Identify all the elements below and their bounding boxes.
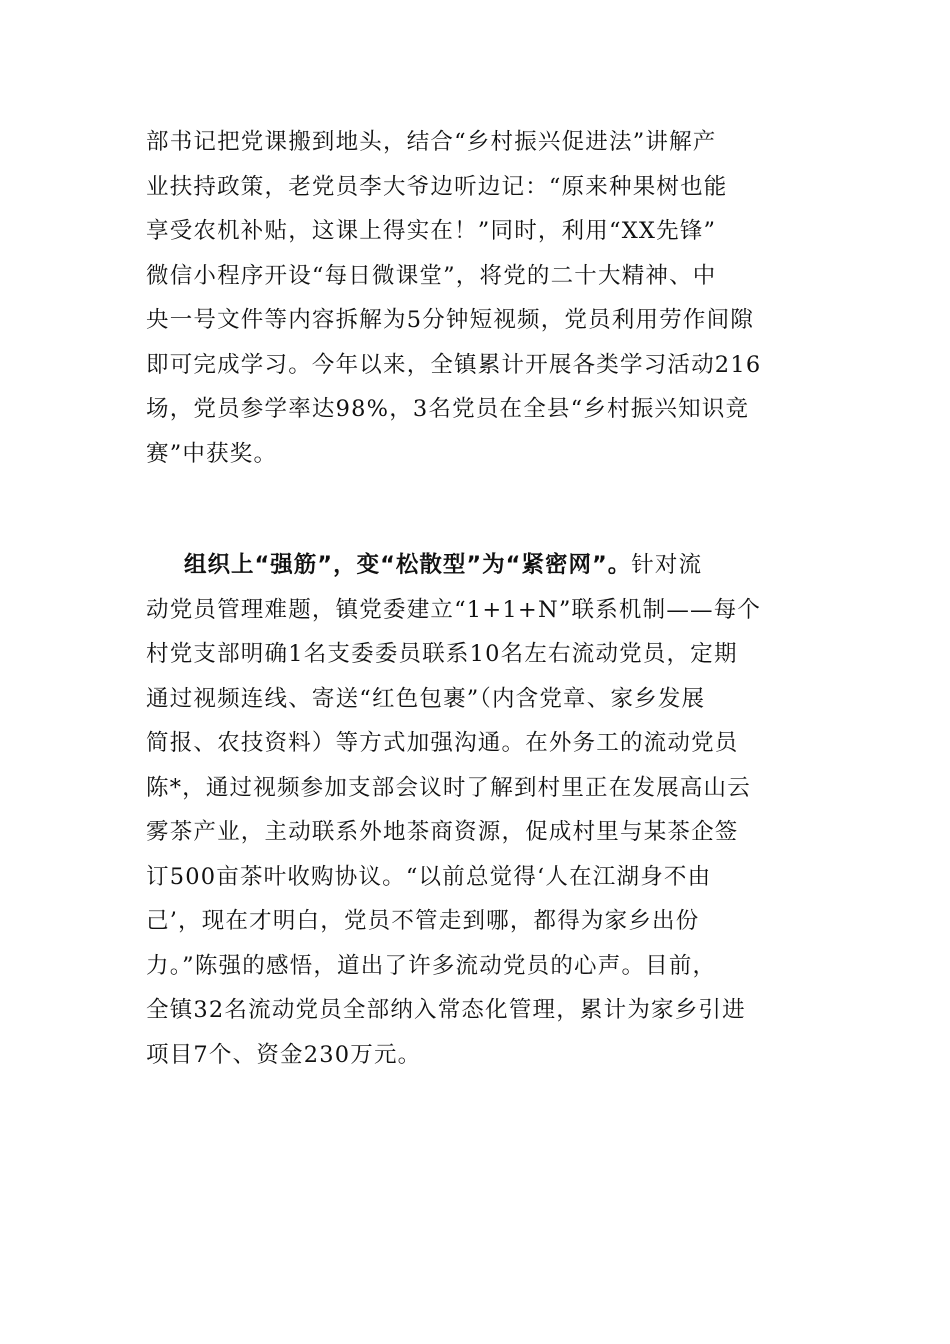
text-line: 村党支部明确1名支委委员联系10名左右流动党员，定期 <box>146 641 738 667</box>
text-line: 场，党员参学率达98%，3名党员在全县“乡村振兴知识竞 <box>146 396 750 422</box>
text-line: 通过视频连线、寄送“红色包裹”（内含党章、家乡发展 <box>146 686 706 712</box>
text-line: 央一号文件等内容拆解为5分钟短视频，党员利用劳作间隙 <box>146 307 755 333</box>
text-line: 己’，现在才明白，党员不管走到哪，都得为家乡出份 <box>146 908 700 934</box>
text-line: 全镇32名流动党员全部纳入常态化管理，累计为家乡引进 <box>146 997 746 1023</box>
text-line: 部书记把党课搬到地头，结合“乡村振兴促进法”讲解产 <box>146 129 717 155</box>
text-line: 雾茶产业，主动联系外地茶商资源，促成村里与某茶企签 <box>146 819 739 845</box>
text-line: 业扶持政策，老党员李大爷边听边记：“原来种果树也能 <box>146 174 728 200</box>
text-line: 赛”中获奖。 <box>146 441 278 467</box>
text-line: 即可完成学习。今年以来，全镇累计开展各类学习活动216 <box>146 352 762 378</box>
text-line: 动党员管理难题，镇党委建立“1+1+N”联系机制——每个 <box>146 597 762 623</box>
section-heading: 组织上“强筋”，变“松散型”为“紧密网”。 <box>184 552 632 578</box>
heading-continuation: 针对流 <box>631 552 703 578</box>
text-line: 力。”陈强的感悟，道出了许多流动党员的心声。目前， <box>146 953 717 979</box>
text-line: 简报、农技资料）等方式加强沟通。在外务工的流动党员 <box>146 730 739 756</box>
text-line: 项目7个、资金230万元。 <box>146 1042 422 1068</box>
text-line: 微信小程序开设“每日微课堂”，将党的二十大精神、中 <box>146 263 717 289</box>
text-line <box>184 550 702 580</box>
text-line: 订500亩茶叶收购协议。“以前总觉得‘人在江湖身不由 <box>146 864 712 890</box>
text-line: 陈*，通过视频参加支部会议时了解到村里正在发展高山云 <box>146 775 751 801</box>
text-line: 享受农机补贴，这课上得实在！”同时，利用“XX先锋” <box>146 218 717 244</box>
